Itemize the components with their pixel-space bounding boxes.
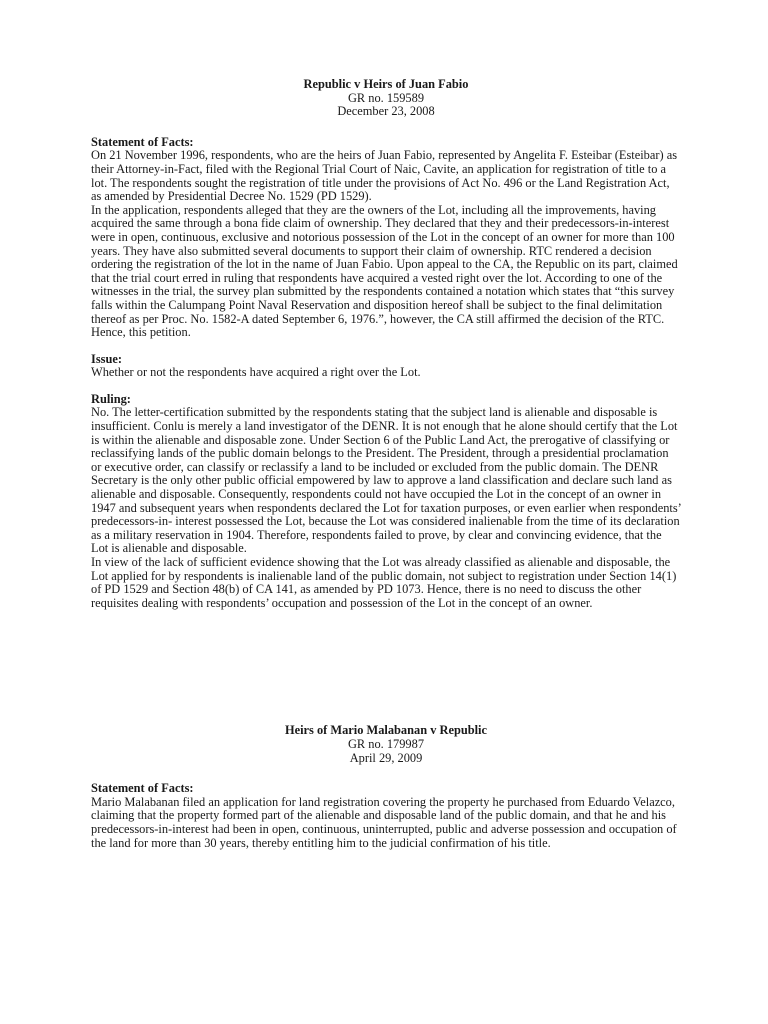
ruling-paragraph: In view of the lack of sufficient evidence showing that the Lot was already classified as alienable and disposable, the Lot applied for by respondents is inalienable land of the public domain, not subject to registration under Section 14(1) of PD 1529 and Section 48(b) of CA 141, as amended by PD 1073. Hence, there is no need to discuss the other requisites dealing with respondents’ occupation and possession of the Lot in the concept of an owner. bbox=[91, 555, 677, 610]
case-gr-number: GR no. 179987 bbox=[347, 736, 425, 751]
issue-text: Whether or not the respondents have acquired a right over the Lot. bbox=[91, 365, 421, 380]
case-date: April 29, 2009 bbox=[349, 750, 423, 765]
document-page bbox=[91, 78, 681, 863]
ruling-heading: Ruling: bbox=[91, 391, 131, 406]
facts-section bbox=[91, 136, 681, 340]
facts-paragraph: Mario Malabanan filed an application for land registration covering the property he purchased from Eduardo Velazco, claiming that the property formed part of the alienable and disposable land of the public domain, and that he and his predecessors-in-interest had been in open, continuous, uninterrupted, public and adverse possession and occupation of the land for more than 30 years, thereby entitling him to the judicial confirmation of his title. bbox=[91, 794, 677, 850]
facts-paragraph: In the application, respondents alleged that they are the owners of the Lot, including all the improvements, having acquired the same through a bona fide claim of ownership. They declared that they and their predecessors-in-interest were in open, continuous, exclusive and notorious possession of the Lot in the concept of an owner for more than 100 years. They have also submitted several documents to support their claim of ownership. RTC rendered a decision ordering the registration of the lot in the name of Juan Fabio. Upon appeal to the CA, the Republic on its part, claimed that the trial court erred in ruling that respondents have acquired a vested right over the lot. According to one of the witnesses in the trial, the survey plan submitted by the respondents contained a notation which states that “this survey falls within the Calumpang Point Naval Reservation and disposition hereof shall be subject to the final delimitation thereof as per Proc. No. 1582-A dated September 6, 1976.”, however, the CA still affirmed the decision of the RTC. Hence, this petition. bbox=[91, 202, 678, 340]
case-header bbox=[91, 724, 681, 765]
case-header bbox=[91, 78, 681, 119]
case-digest-2 bbox=[91, 724, 681, 850]
issue-heading: Issue: bbox=[91, 351, 122, 366]
ruling-section bbox=[91, 393, 681, 611]
case-digest-1 bbox=[91, 78, 681, 610]
case-date: December 23, 2008 bbox=[337, 104, 435, 119]
case-gr-number: GR no. 159589 bbox=[347, 90, 425, 105]
facts-heading: Statement of Facts: bbox=[91, 781, 194, 796]
issue-section bbox=[91, 353, 681, 380]
case-title: Heirs of Mario Malabanan v Republic bbox=[284, 723, 488, 738]
facts-section bbox=[91, 782, 681, 850]
facts-heading: Statement of Facts: bbox=[91, 134, 194, 149]
case-title: Republic v Heirs of Juan Fabio bbox=[303, 77, 469, 91]
facts-paragraph: On 21 November 1996, respondents, who are the heirs of Juan Fabio, represented by Angelita F. Esteibar (Esteibar) as their Attorney-in-Fact, filed with the Regional Trial Court of Naic, Cavite, an application for registration of title to a lot. The respondents sought the registration of title under the provisions of Act No. 496 or the Land Registration Act, as amended by Presidential Decree No. 1529 (PD 1529). bbox=[91, 148, 678, 204]
ruling-paragraph: No. The letter-certification submitted by the respondents stating that the subject land is alienable and disposable is insufficient. Conlu is merely a land investigator of the DENR. It is not enough that he alone should certify that the Lot is within the alienable and disposable zone. Under Section 6 of the Public Land Act, the prerogative of classifying or reclassifying lands of the public domain belongs to the President. The President, through a presidential proclamation or executive order, can classify or reclassify a land to be included or excluded from the public domain. The DENR Secretary is the only other public official empowered by law to approve a land classification and declare such land as alienable and disposable. Consequently, respondents could not have occupied the Lot in the concept of an owner in 1947 and subsequent years when respondents declared the Lot for taxation purposes, or even earlier when respondents’ predecessors-in- interest possessed the Lot, because the Lot was considered inalienable from the time of its declaration as a military reservation in 1904. Therefore, respondents failed to prove, by clear and convincing evidence, that the Lot is alienable and disposable. bbox=[91, 405, 681, 556]
